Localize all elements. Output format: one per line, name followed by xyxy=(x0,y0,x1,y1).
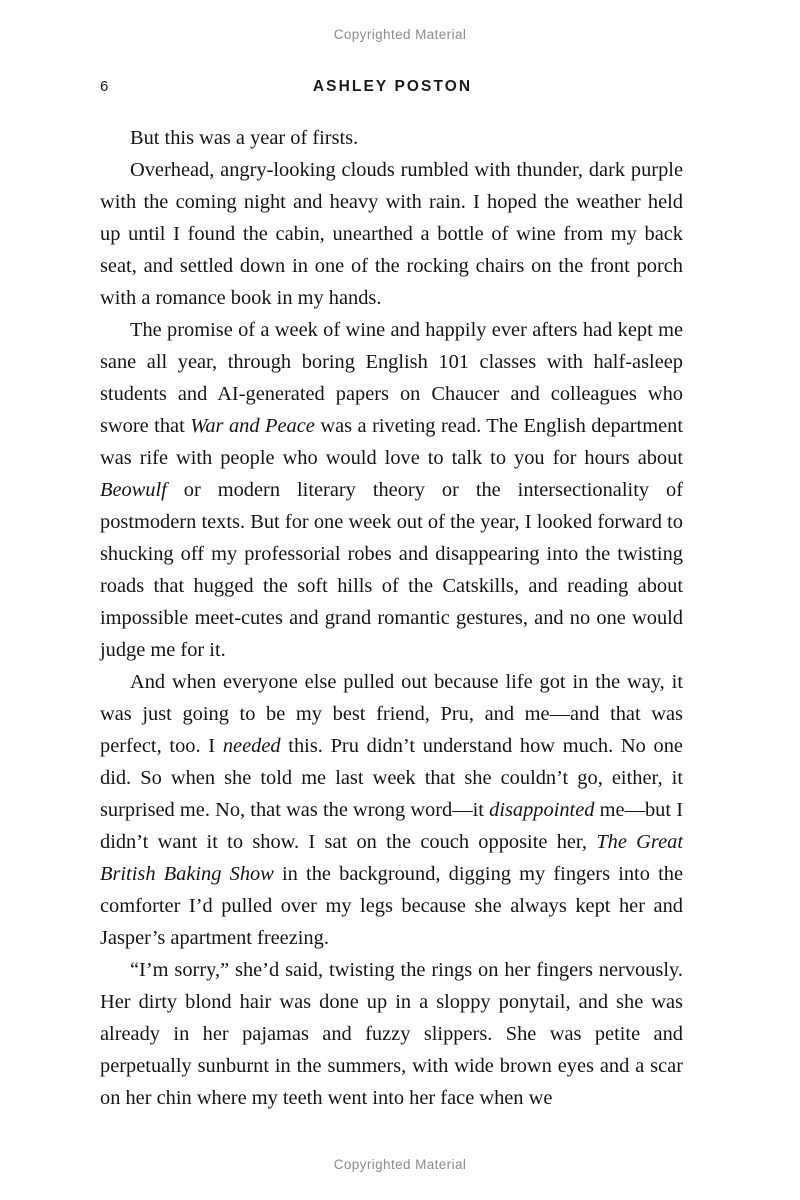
paragraph-4-run-3: me—but I didn’t want it to show. I sat on the couch opposite her, xyxy=(100,799,683,853)
paragraph-5 xyxy=(100,954,683,1114)
paragraph-2 xyxy=(100,154,683,314)
body-text xyxy=(100,122,683,1114)
paragraph-2-text: Overhead, angry-looking clouds rumbled with thunder, dark purple with the coming night and heavy with rain. I hoped the weather held up until I found the cabin, unearthed a bottle of wine from my back seat, and settled down in one of the rocking chairs on the front porch with a romance book in my hands. xyxy=(100,159,683,309)
title-beowulf: Beowulf xyxy=(100,479,167,501)
paragraph-5-text: “I’m sorry,” she’d said, twisting the rings on her fingers nervously. Her dirty blond hair was done up in a sloppy ponytail, and she was already in her pajamas and fuzzy slippers. She was petite and perpetually sunburnt in the summers, with wide brown eyes and a scar on her chin where my teeth went into her face when we xyxy=(100,959,683,1109)
copyright-watermark-bottom: Copyrighted Material xyxy=(333,1157,467,1172)
paragraph-1-text: But this was a year of firsts. xyxy=(130,127,359,149)
paragraph-4 xyxy=(100,666,683,954)
paragraph-4-run-2: this. Pru didn’t understand how much. No one did. So when she told me last week that she couldn’t go, either, it surprised me. No, that was the wrong word—it xyxy=(100,735,683,821)
emphasis-needed: needed xyxy=(222,735,281,757)
paragraph-1 xyxy=(100,122,683,154)
page-number: 6 xyxy=(100,78,109,95)
title-great-british-baking-show: The Great British Baking Show xyxy=(100,831,684,885)
paragraph-3-run-3: or modern literary theory or the intersectionality of postmodern texts. But for one week out of the year, I looked forward to shucking off my professorial robes and disappearing into the twisting roads that hugged the soft hills of the Catskills, and reading about impossible meet-cutes and grand romantic gestures, and no one would judge me for it. xyxy=(100,479,683,661)
paragraph-3-run-1: The promise of a week of wine and happily ever afters had kept me sane all year, through boring English 101 classes with half-asleep students and AI-generated papers on Chaucer and colleagues who swore that xyxy=(100,319,683,437)
paragraph-3-run-2: was a riveting read. The English department was rife with people who would love to talk to you for hours about xyxy=(100,415,683,469)
paragraph-4-run-4: in the background, digging my fingers into the comforter I’d pulled over my legs because she always kept her and Jasper’s apartment freezing. xyxy=(100,863,684,949)
copyright-watermark-top: Copyrighted Material xyxy=(333,27,467,42)
emphasis-disappointed: disappointed xyxy=(489,799,595,821)
running-head xyxy=(100,76,683,98)
running-head-author: ASHLEY POSTON xyxy=(312,78,473,95)
title-war-and-peace: War and Peace xyxy=(190,415,315,437)
paragraph-3 xyxy=(100,314,683,666)
paragraph-4-run-1: And when everyone else pulled out because life got in the way, it was just going to be my best friend, Pru, and me—and that was perfect, too. I xyxy=(100,671,683,757)
